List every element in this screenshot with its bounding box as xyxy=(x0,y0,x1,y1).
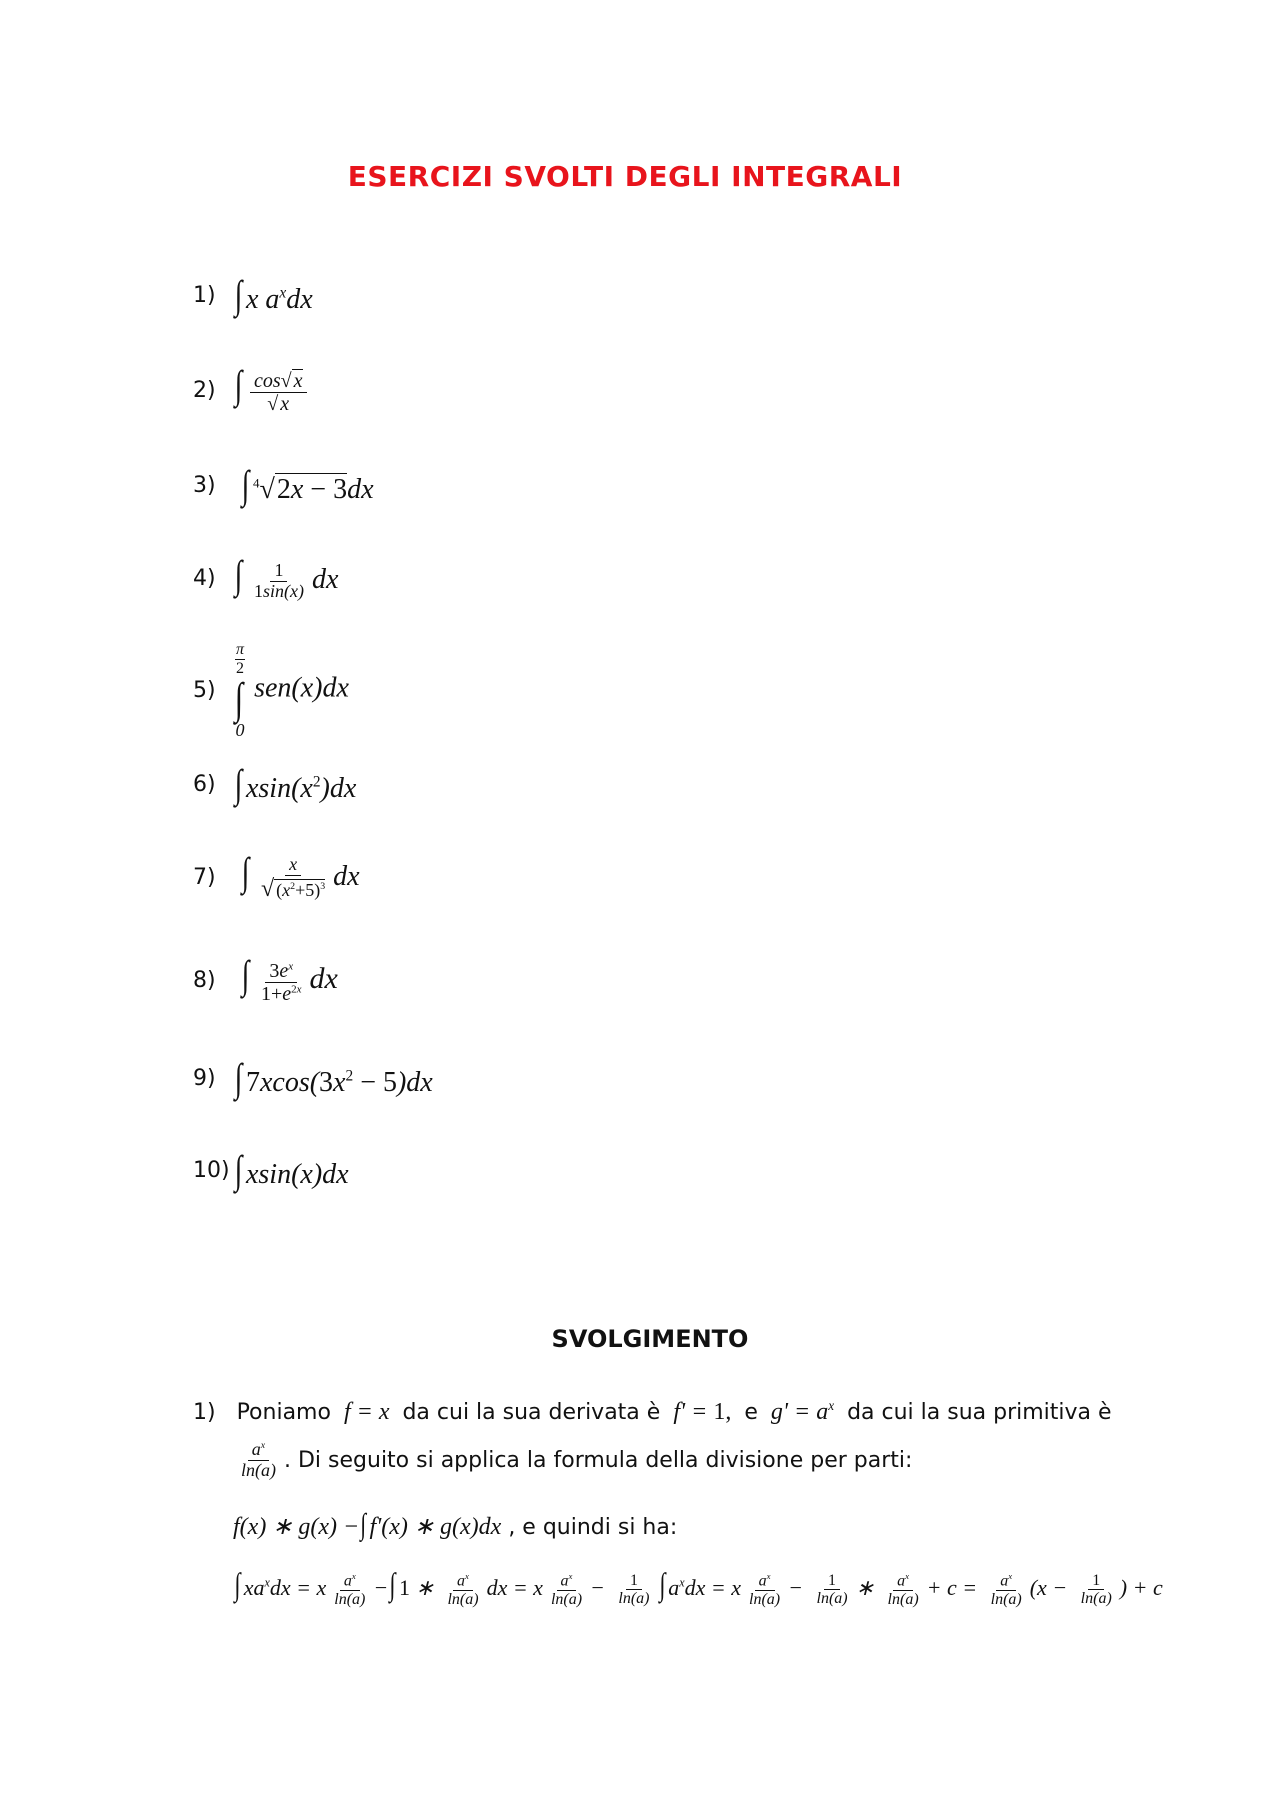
formula: ∫ $^4$√2x − 3dx xyxy=(241,461,374,507)
page-title: ESERCIZI SVOLTI DEGLI INTEGRALI xyxy=(347,160,903,193)
formula: ∫ $7xcos(3x^2 - 5)dx$ xyxy=(234,1054,433,1100)
formula: ∫ $\frac{x}{√ (x^2+5)^3}$ dx xyxy=(241,848,360,902)
formula: f(x) ∗ g(x) −∫ f'(x) ∗ g(x)dx xyxy=(233,1508,502,1541)
exercise-7 xyxy=(193,832,360,922)
exercise-10 xyxy=(193,1130,349,1210)
text: Poniamo xyxy=(236,1400,331,1425)
exercise-8 xyxy=(193,935,338,1025)
formula: ∫ $xa^xdx = x$ $\frac{a^x}{\ln(a)}$ −∫ 1 ∗ $\frac{a^x}{\ln(a)}$ dx = x $\frac{a^x}{\ln(a)}$ − $\frac{1}{\ln(a)}$ ∫ $a^xdx = x$ $\frac{a^x}{\ln(a)}$ − $\frac{1}{\ln(a)}$ ∗ $\frac{a^x}{\ln(a)}$ + c = $\frac{a^x}{\ln(a)}$ (x − $\frac{1}{\ln(a)}$ ) + c xyxy=(234,1566,1163,1608)
exercise-number: 10) xyxy=(193,1157,230,1183)
formula: $\frac{a^x}{\ln(a)}$ xyxy=(241,1439,276,1480)
formula: $\frac{\pi}{2}$ ∫ 0 sen(x)dx xyxy=(234,640,349,741)
formula: ∫ x $a^xdx$ xyxy=(234,271,313,317)
exercise-number: 4) xyxy=(193,565,216,591)
formula: $g' = a^x$ xyxy=(764,1398,835,1425)
exercise-6 xyxy=(193,744,356,824)
exercise-3 xyxy=(193,445,374,525)
formula: f = x xyxy=(337,1399,396,1425)
formula: f' = 1, xyxy=(667,1399,732,1425)
solution-line-2 xyxy=(233,1440,1263,1481)
exercise-number: 8) xyxy=(193,967,216,993)
exercise-number: 9) xyxy=(193,1065,216,1091)
solution-line-1 xyxy=(193,1398,1223,1426)
exercise-number: 3) xyxy=(193,472,216,498)
text: . Di seguito si applica la formula della divisione per parti: xyxy=(284,1447,913,1473)
exercise-4 xyxy=(193,538,338,618)
formula: ∫ $xsin(x^2)dx$ xyxy=(234,760,357,806)
solution-number: 1) xyxy=(193,1400,216,1425)
exercise-number: 7) xyxy=(193,864,216,890)
exercise-2 xyxy=(193,350,311,430)
formula: ∫ $\frac{3e^x}{1+e^{2x}}$ dx xyxy=(241,952,338,1005)
text: , e quindi si ha: xyxy=(508,1515,678,1540)
text: da cui la sua primitiva è xyxy=(847,1400,1112,1425)
exercise-number: 5) xyxy=(193,677,216,703)
formula: ∫ $\frac{1}{1\sin(x)}$ dx xyxy=(234,551,339,601)
section-title: SVOLGIMENTO xyxy=(551,1325,749,1353)
solution-line-4 xyxy=(233,1568,1263,1608)
exercise-number: 6) xyxy=(193,771,216,797)
text: da cui la sua derivata è xyxy=(402,1400,661,1425)
exercise-number: 2) xyxy=(193,377,216,403)
formula: ∫ xsin(x)dx xyxy=(234,1146,349,1192)
exercise-number: 1) xyxy=(193,282,216,308)
text: e xyxy=(744,1400,758,1425)
exercise-9 xyxy=(193,1038,433,1118)
exercise-5 xyxy=(193,640,349,740)
exercise-1 xyxy=(193,255,313,335)
formula: ∫ $\frac{\cos√ x}{√ x}$ xyxy=(233,365,311,414)
solution-line-3 xyxy=(233,1510,1263,1541)
